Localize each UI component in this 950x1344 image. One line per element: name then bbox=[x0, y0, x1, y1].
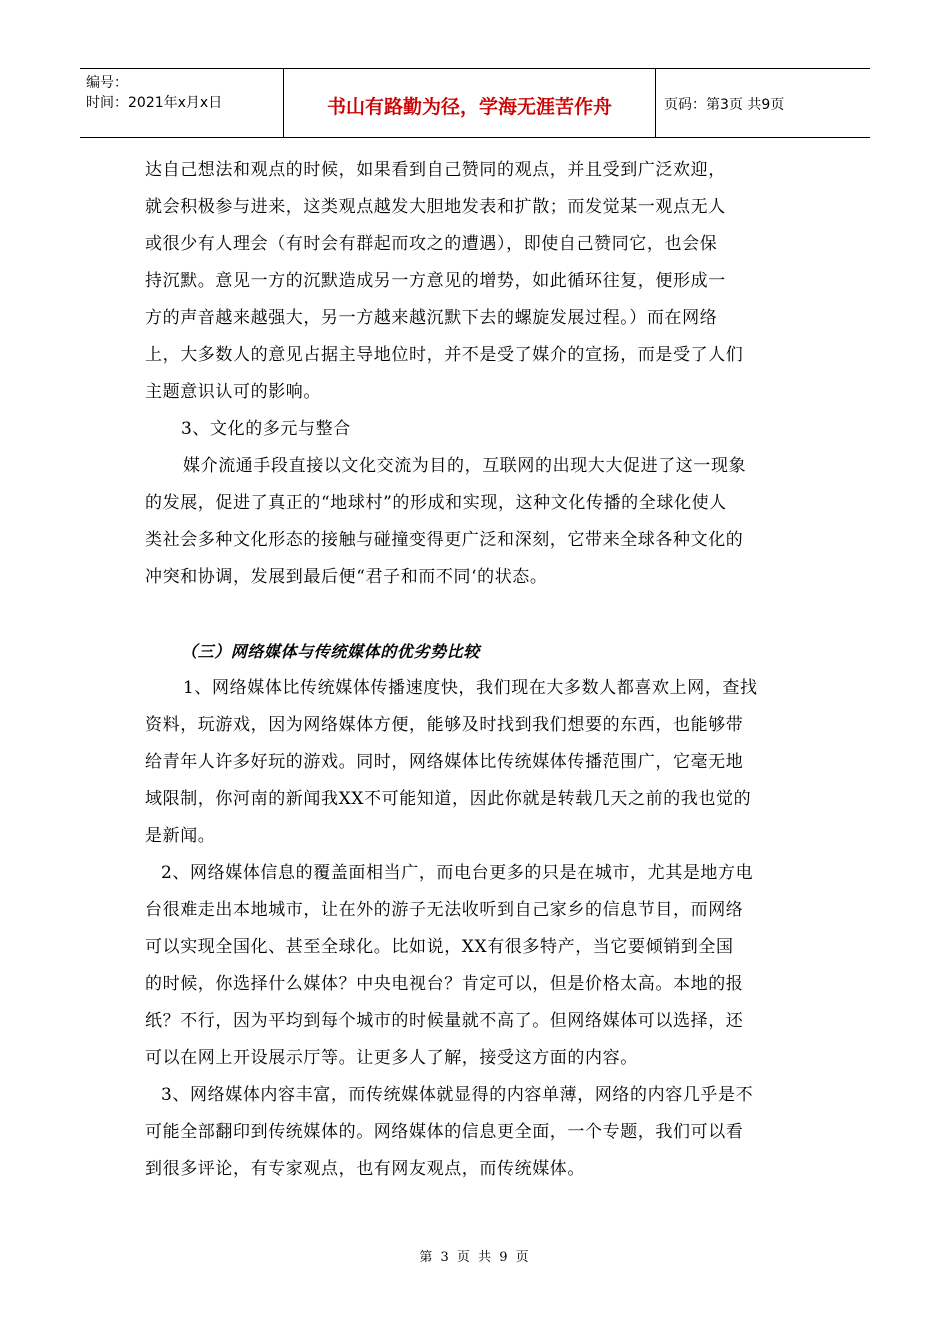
header-page-label: 页码：第3页 共9页 bbox=[664, 97, 785, 113]
paragraph-line: 媒介流通手段直接以文化交流为目的，互联网的出现大大促进了这一现象 bbox=[183, 456, 747, 476]
document-body bbox=[145, 152, 815, 1188]
paragraph-2 bbox=[145, 448, 815, 596]
page-header bbox=[80, 68, 870, 138]
paragraph-line: 类社会多种文化形态的接触与碰撞变得更广泛和深刻，它带来全球各种文化的 bbox=[145, 530, 744, 550]
time-label: 时间：2021年x月x日 bbox=[86, 95, 223, 111]
subheading-culture: 3、文化的多元与整合 bbox=[181, 419, 351, 439]
header-motto: 书山有路勤为径，学海无涯苦作舟 bbox=[283, 69, 656, 137]
paragraph-line: 3、网络媒体内容丰富，而传统媒体就显得的内容单薄，网络的内容几乎是不 bbox=[161, 1085, 754, 1105]
paragraph-line: 上，大多数人的意见占据主导地位时，并不是受了媒介的宣扬，而是受了人们 bbox=[145, 345, 744, 365]
paragraph-line: 方的声音越来越强大，另一方越来越沉默下去的螺旋发展过程。）而在网络 bbox=[145, 308, 718, 328]
paragraph-line: 1、网络媒体比传统媒体传播速度快，我们现在大多数人都喜欢上网，查找 bbox=[183, 678, 758, 698]
paragraph-line: 主题意识认可的影响。 bbox=[145, 382, 321, 402]
paragraph-line: 达自己想法和观点的时候，如果看到自己赞同的观点，并且受到广泛欢迎， bbox=[145, 160, 726, 180]
number-label: 编号： bbox=[86, 75, 128, 91]
paragraph-line: 持沉默。意见一方的沉默造成另一方意见的增势，如此循环往复，便形成一 bbox=[145, 271, 726, 291]
paragraph-line: 纸？不行，因为平均到每个城市的时候量就不高了。但网络媒体可以选择，还 bbox=[145, 1011, 744, 1031]
paragraph-line: 就会积极参与进来，这类观点越发大胆地发表和扩散；而发觉某一观点无人 bbox=[145, 197, 726, 217]
paragraph-1 bbox=[145, 152, 815, 411]
paragraph-line: 可以实现全国化、甚至全球化。比如说，XX有很多特产，当它要倾销到全国 bbox=[145, 937, 734, 957]
paragraph-line: 可以在网上开设展示厅等。让更多人了解，接受这方面的内容。 bbox=[145, 1048, 638, 1068]
paragraph-line: 到很多评论，有专家观点，也有网友观点，而传统媒体。 bbox=[145, 1159, 585, 1179]
paragraph-line: 的发展，促进了真正的“地球村”的形成和实现，这种文化传播的全球化使人 bbox=[145, 493, 727, 513]
section-heading: （三）网络媒体与传统媒体的优劣势比较 bbox=[181, 642, 480, 661]
paragraph-line: 给青年人许多好玩的游戏。同时，网络媒体比传统媒体传播范围广，它毫无地 bbox=[145, 752, 744, 772]
page-footer: 第 3 页 共 9 页 bbox=[419, 1250, 531, 1265]
paragraph-line: 冲突和协调，发展到最后便“君子和而不同‘的状态。 bbox=[145, 567, 548, 587]
paragraph-line: 2、网络媒体信息的覆盖面相当广，而电台更多的只是在城市，尤其是地方电 bbox=[161, 863, 754, 883]
paragraph-line: 是新闻。 bbox=[145, 826, 216, 846]
item-3 bbox=[145, 1077, 815, 1188]
paragraph-line: 或很少有人理会（有时会有群起而攻之的遭遇），即使自己赞同它，也会保 bbox=[145, 234, 718, 254]
item-2 bbox=[145, 855, 815, 1077]
header-meta bbox=[80, 69, 283, 137]
paragraph-line: 域限制，你河南的新闻我XX不可能知道，因此你就是转载几天之前的我也觉的 bbox=[145, 789, 752, 809]
paragraph-line: 台很难走出本地城市，让在外的游子无法收听到自己家乡的信息节目，而网络 bbox=[145, 900, 744, 920]
paragraph-line: 的时候，你选择什么媒体？中央电视台？肯定可以，但是价格太高。本地的报 bbox=[145, 974, 744, 994]
paragraph-line: 可能全部翻印到传统媒体的。网络媒体的信息更全面，一个专题，我们可以看 bbox=[145, 1122, 744, 1142]
paragraph-line: 资料，玩游戏，因为网络媒体方便，能够及时找到我们想要的东西，也能够带 bbox=[145, 715, 744, 735]
item-1 bbox=[145, 670, 815, 855]
